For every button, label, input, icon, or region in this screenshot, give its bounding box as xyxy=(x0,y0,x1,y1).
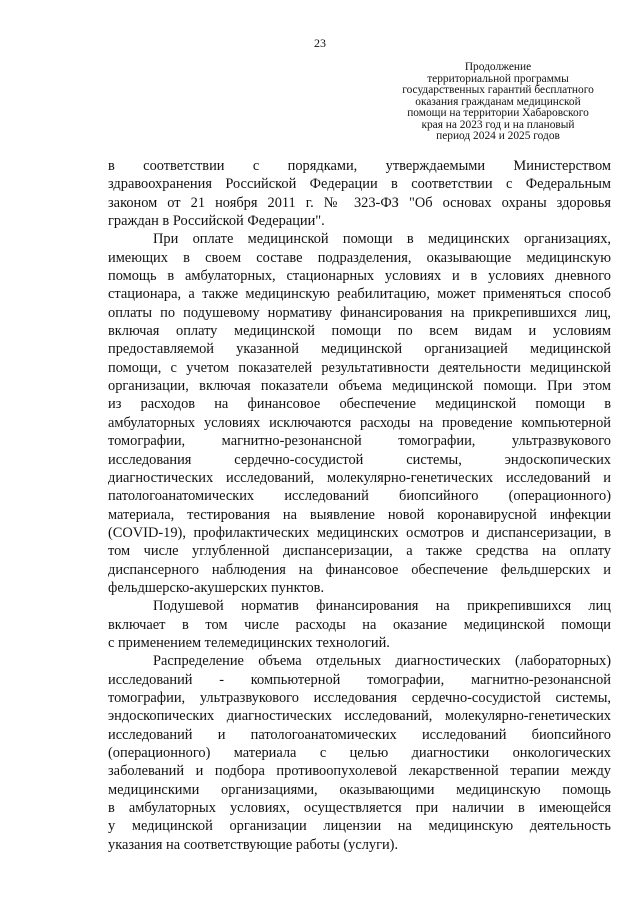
text-line: стационара, а также медицинскую реабилитацию, может применяться способ xyxy=(108,286,611,303)
text-line: имеющих в своем составе подразделения, оказывающие медицинскую xyxy=(108,249,611,266)
appendix-line: помощи на территории Хабаровского xyxy=(407,107,589,119)
text-line: здравоохранения Российской Федерации в соответствии с Федеральным xyxy=(108,176,611,193)
text-line: включая оплату медицинской помощи по всем видам и условиям xyxy=(108,323,611,340)
page-number: 23 xyxy=(314,36,326,50)
appendix-line: территориальной программы xyxy=(427,72,569,85)
text-line: предоставляемой указанной медицинской организацией медицинской xyxy=(108,341,611,358)
paragraph xyxy=(108,157,611,230)
paragraph xyxy=(108,652,611,854)
appendix-line: период 2024 и 2025 годов xyxy=(436,130,560,142)
text-line: патологоанатомических исследований биопсийного (операционного) xyxy=(108,488,611,505)
text-line: включает в том числе расходы на оказание медицинской помощи xyxy=(108,616,611,633)
text-line: материала, тестирования на выявление новой коронавирусной инфекции xyxy=(108,506,611,523)
text-line: диспансерного наблюдения на финансовое обеспечение фельдшерских и xyxy=(108,561,611,578)
text-line: указания на соответствующие работы (услуги). xyxy=(108,836,399,853)
text-line: у медицинской организации лицензии на медицинскую деятельность xyxy=(108,818,611,835)
text-line: заболеваний и подбора противоопухолевой лекарственной терапии между xyxy=(108,763,611,780)
document-body xyxy=(108,157,611,854)
text-line: медицинскими организациями, оказывающими медицинскую помощь xyxy=(108,781,611,798)
text-line: в амбулаторных условиях, осуществляется при наличии в имеющейся xyxy=(108,800,611,817)
text-line: в соответствии с порядками, утверждаемыми Министерством xyxy=(108,158,611,174)
text-line: Подушевой норматив финансирования на прикрепившихся лиц xyxy=(153,598,611,615)
text-line: законом от 21 ноября 2011 г. № 323-ФЗ "Об основах охраны здоровья xyxy=(108,194,611,211)
appendix-line: государственных гарантий бесплатного xyxy=(402,84,594,96)
text-line: диагностических исследований, молекулярно-генетических исследований и xyxy=(108,469,611,486)
text-line: том числе углубленной диспансеризации, а также средства на оплату xyxy=(108,543,611,560)
text-line: исследования сердечно-сосудистой системы, эндоскопических xyxy=(108,451,611,468)
text-line: Распределение объема отдельных диагностических (лабораторных) xyxy=(153,653,611,670)
appendix-heading xyxy=(378,62,618,143)
text-line: При оплате медицинской помощи в медицинских организациях, xyxy=(153,231,611,248)
text-line: (операционного) материала с целью диагностики онкологических xyxy=(108,745,611,761)
text-line: исследований - компьютерной томографии, магнитно-резонансной xyxy=(108,671,611,688)
appendix-line: Продолжение xyxy=(464,61,532,73)
text-line: эндоскопических диагностических исследований, молекулярно-генетических xyxy=(108,708,611,725)
text-line: амбулаторных условиях исключаются расходы на проведение компьютерной xyxy=(108,414,611,431)
text-line: оплаты по подушевому нормативу финансирования на прикрепившихся лиц, xyxy=(108,304,611,321)
text-line: с применением телемедицинских технологий. xyxy=(108,634,390,651)
text-line: исследований и патологоанатомических исследований биопсийного xyxy=(108,726,611,743)
text-line: помощь в амбулаторных, стационарных условиях и в условиях дневного xyxy=(108,268,611,285)
text-line: организации, включая показатели объема медицинской помощи. При этом xyxy=(108,378,611,395)
text-line: из расходов на финансовое обеспечение медицинской помощи в xyxy=(108,396,611,413)
paragraph xyxy=(108,597,611,652)
paragraph xyxy=(108,230,611,597)
text-line: томографии, магнитно-резонансной томографии, ультразвукового xyxy=(108,433,611,450)
text-line: фельдшерско-акушерских пунктов. xyxy=(108,579,325,596)
text-line: томографии, ультразвукового исследования сердечно-сосудистой системы, xyxy=(108,689,611,706)
appendix-line: оказания гражданам медицинской xyxy=(415,95,581,108)
appendix-line: края на 2023 год и на плановый xyxy=(421,118,575,131)
text-line: граждан в Российской Федерации". xyxy=(108,213,325,230)
text-line: (COVID-19), профилактических медицинских осмотров и диспансеризации, в xyxy=(108,524,611,541)
text-line: помощи, с учетом показателей результативности деятельности медицинской xyxy=(108,359,611,376)
